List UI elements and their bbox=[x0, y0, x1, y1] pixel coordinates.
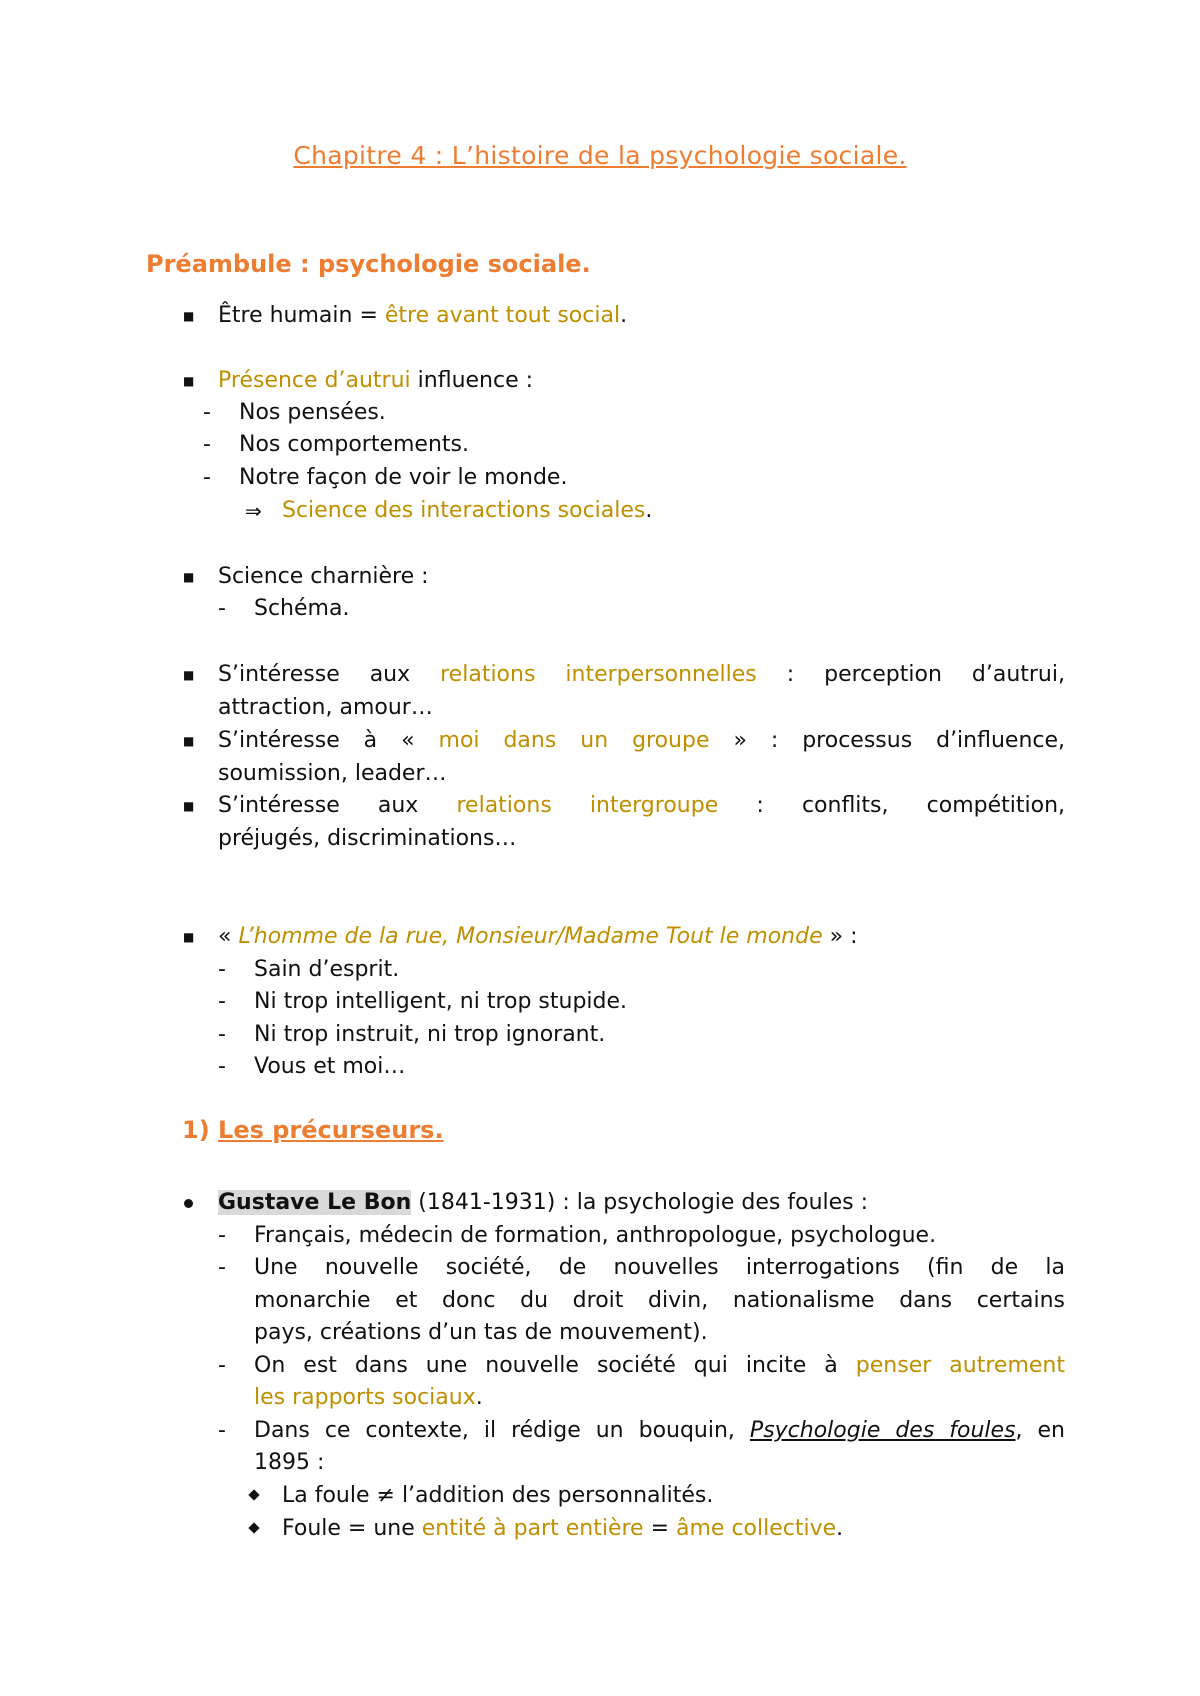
sub-list-item: La foule ≠ l’addition des personnalités. bbox=[282, 1483, 714, 1508]
list-item-cont: 1895 : bbox=[254, 1450, 325, 1475]
dash-bullet-icon: - bbox=[218, 596, 226, 621]
bullet-moi-groupe: S’intéresse à « moi dans un groupe » : processus d’influence, bbox=[218, 728, 1066, 753]
dash-bullet-icon: - bbox=[203, 400, 211, 425]
square-bullet-icon: ■ bbox=[183, 668, 195, 682]
bullet-moi-groupe-cont: soumission, leader… bbox=[218, 761, 447, 786]
diamond-bullet-icon bbox=[248, 1522, 259, 1533]
square-bullet-icon: ■ bbox=[183, 799, 195, 813]
book-title: Psychologie des foules bbox=[749, 1418, 1016, 1443]
dash-bullet-icon: - bbox=[218, 1022, 226, 1047]
round-bullet-icon bbox=[184, 1199, 193, 1208]
bullet-human-social: Être humain = être avant tout social. bbox=[218, 303, 628, 328]
implies-arrow-icon: ⇒ bbox=[245, 499, 262, 523]
list-item-cont: les rapports sociaux. bbox=[254, 1385, 483, 1410]
bullet-interpersonnelles: S’intéresse aux relations interpersonnelles : perception d’autrui, bbox=[218, 662, 1065, 687]
list-item: Ni trop intelligent, ni trop stupide. bbox=[254, 989, 628, 1014]
section-heading-precurseurs: 1) Les précurseurs. bbox=[182, 1116, 444, 1144]
conclusion-line: Science des interactions sociales. bbox=[282, 498, 653, 523]
dash-bullet-icon: - bbox=[203, 432, 211, 457]
dash-bullet-icon: - bbox=[218, 1054, 226, 1079]
square-bullet-icon: ■ bbox=[183, 374, 195, 388]
dash-bullet-icon: - bbox=[218, 1255, 226, 1280]
bullet-intergroupe-cont: préjugés, discriminations… bbox=[218, 826, 517, 851]
bullet-homme-rue: « L’homme de la rue, Monsieur/Madame Tout le monde » : bbox=[218, 924, 858, 949]
dash-bullet-icon: - bbox=[218, 1418, 226, 1443]
dash-bullet-icon: - bbox=[218, 957, 226, 982]
list-item-cont: pays, créations d’un tas de mouvement). bbox=[254, 1320, 708, 1345]
square-bullet-icon: ■ bbox=[183, 570, 195, 584]
sub-list-item: Foule = une entité à part entière = âme collective. bbox=[282, 1516, 844, 1541]
bullet-interpersonnelles-cont: attraction, amour… bbox=[218, 695, 433, 720]
square-bullet-icon: ■ bbox=[183, 930, 195, 944]
list-item: Schéma. bbox=[254, 596, 350, 621]
list-item: Français, médecin de formation, anthropologue, psychologue. bbox=[254, 1223, 937, 1248]
diamond-bullet-icon bbox=[248, 1489, 259, 1500]
list-item: On est dans une nouvelle société qui incite à penser autrement bbox=[254, 1353, 1065, 1378]
square-bullet-icon: ■ bbox=[183, 734, 195, 748]
list-item: Nos pensées. bbox=[239, 400, 386, 425]
list-item: Une nouvelle société, de nouvelles interrogations (fin de la bbox=[254, 1255, 1065, 1280]
list-item: Nos comportements. bbox=[239, 432, 469, 457]
dash-bullet-icon: - bbox=[218, 989, 226, 1014]
bullet-intergroupe: S’intéresse aux relations intergroupe : conflits, compétition, bbox=[218, 793, 1066, 818]
chapter-title: Chapitre 4 : L’histoire de la psychologie sociale. bbox=[293, 141, 907, 170]
list-item-cont: monarchie et donc du droit divin, nationalisme dans certains bbox=[254, 1288, 1065, 1313]
bullet-science-charniere: Science charnière : bbox=[218, 564, 429, 589]
highlighted-name: Gustave Le Bon bbox=[218, 1190, 412, 1215]
list-item: Sain d’esprit. bbox=[254, 957, 400, 982]
preamble-heading: Préambule : psychologie sociale. bbox=[146, 250, 591, 278]
dash-bullet-icon: - bbox=[218, 1223, 226, 1248]
list-item: Notre façon de voir le monde. bbox=[239, 465, 568, 490]
list-item: Vous et moi… bbox=[254, 1054, 406, 1079]
square-bullet-icon: ■ bbox=[183, 309, 195, 323]
list-item: Ni trop instruit, ni trop ignorant. bbox=[254, 1022, 606, 1047]
dash-bullet-icon: - bbox=[203, 465, 211, 490]
bullet-gustave-le-bon: Gustave Le Bon (1841-1931) : la psychologie des foules : bbox=[218, 1190, 869, 1215]
list-item: Dans ce contexte, il rédige un bouquin, Psychologie des foules, en bbox=[254, 1418, 1066, 1443]
bullet-presence-autrui: Présence d’autrui influence : bbox=[218, 368, 534, 393]
dash-bullet-icon: - bbox=[218, 1353, 226, 1378]
